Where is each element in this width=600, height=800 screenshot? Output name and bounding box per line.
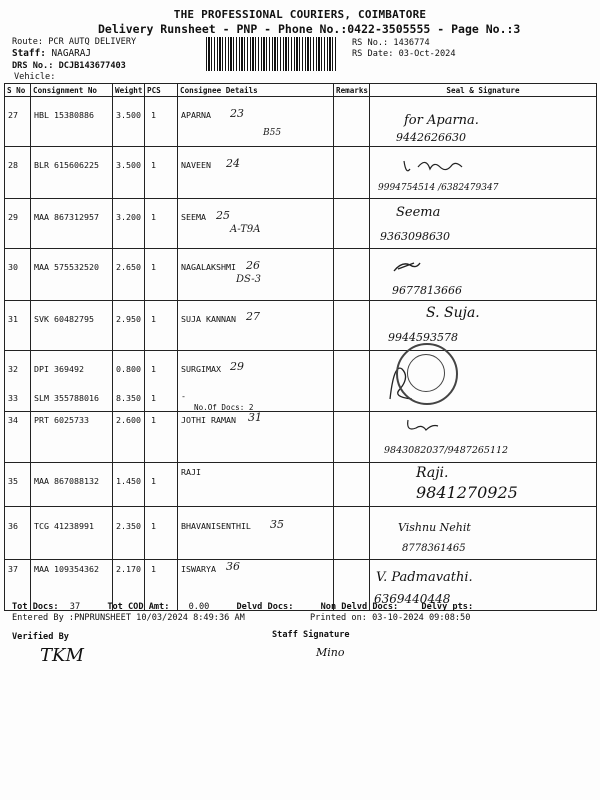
delvd-docs-label: Delvd Docs: — [236, 602, 294, 612]
row-consignee: ISWARYA — [181, 564, 216, 574]
row-weight: 2.600 — [116, 415, 141, 425]
verified-by-label: Verified By — [12, 632, 69, 642]
route-label: Route: — [12, 37, 44, 47]
col-sno: S No — [5, 84, 31, 97]
row-pcs: 1 — [151, 415, 156, 425]
row-consignee: SURGIMAX — [181, 364, 221, 374]
vehicle-label: Vehicle: — [14, 72, 56, 82]
handwritten-number: 26 — [246, 259, 260, 272]
col-remarks: Remarks — [334, 84, 370, 97]
signature: for Aparna. — [404, 113, 479, 128]
rs-date-value: 03-Oct-2024 — [398, 49, 456, 59]
row-sno: 31 — [8, 314, 18, 324]
rs-no-value: 1436774 — [393, 38, 430, 48]
row-consignee: NAVEEN — [181, 160, 211, 170]
row-consignment: DPI 369492 — [34, 364, 84, 374]
rs-no-label: RS No.: — [352, 38, 389, 48]
entered-by: Entered By :PNPRUNSHEET 10/03/2024 8:49:36 AM — [12, 613, 245, 623]
tot-docs-value: 37 — [69, 602, 81, 612]
signature: S. Suja. — [426, 305, 480, 321]
handwritten-number: 35 — [270, 518, 284, 531]
row-weight: 3.500 — [116, 110, 141, 120]
staff-line — [12, 48, 91, 59]
tot-cod-value: 0.00 — [188, 602, 210, 612]
handwritten-number: 23 — [230, 107, 244, 120]
row-weight: 3.500 — [116, 160, 141, 170]
company-title: THE PROFESSIONAL COURIERS, COIMBATORE — [173, 8, 427, 21]
row-consignee: RAJI — [181, 467, 201, 477]
row-sno: 34 — [8, 415, 18, 425]
printed-on: Printed on: 03-10-2024 09:08:50 — [310, 613, 471, 623]
docs-count: No.Of Docs: 2 — [194, 402, 254, 412]
signature: Seema — [396, 205, 441, 220]
handwritten-number: 29 — [230, 360, 244, 373]
handwritten-number: 36 — [226, 560, 240, 573]
signature-phone: 9677813666 — [392, 284, 462, 297]
drs-line — [12, 61, 126, 71]
row-sno: 35 — [8, 476, 18, 486]
handwritten-number: 24 — [226, 157, 240, 170]
row-pcs: 1 — [151, 392, 156, 403]
totals-line — [12, 602, 473, 612]
row-pcs: 1 — [151, 476, 156, 486]
row-pcs: 1 — [151, 521, 156, 531]
row-consignment: MAA 867088132 — [34, 476, 99, 486]
col-consignee: Consignee Details — [178, 84, 334, 97]
row-sno: 37 — [8, 564, 18, 574]
row-consignee: NAGALAKSHMI — [181, 262, 236, 272]
row-weight: 1.450 — [116, 476, 141, 486]
row-consignee: BHAVANISENTHIL — [181, 521, 251, 531]
row-weight: 2.170 — [116, 564, 141, 574]
row-consignment: TCG 41238991 — [34, 521, 94, 531]
row-weight: 3.200 — [116, 212, 141, 222]
rs-date-label: RS Date: — [352, 49, 394, 59]
runsheet-table — [4, 83, 597, 611]
handwritten-note: DS-3 — [236, 274, 261, 285]
table-row — [5, 249, 597, 301]
row-consignee: JOTHI RAMAN — [181, 415, 236, 425]
staff-signature-mark: Mino — [316, 646, 345, 659]
signature-phone: 9841270925 — [416, 483, 518, 502]
barcode — [206, 37, 336, 71]
row-pcs: 1 — [151, 314, 156, 324]
handwritten-number: 25 — [216, 209, 230, 222]
row-weight: 0.800 — [116, 364, 141, 374]
row-pcs: 1 — [151, 564, 156, 574]
handwritten-number: 27 — [246, 310, 260, 323]
row-sno: 29 — [8, 212, 18, 222]
staff-label: Staff: — [12, 48, 46, 59]
staff-signature-label: Staff Signature — [272, 630, 350, 640]
table-header-row — [5, 84, 597, 97]
drs-label: DRS No.: — [12, 61, 54, 71]
row-weight: 8.350 — [116, 392, 141, 403]
signature-phone: 9442626630 — [396, 131, 466, 144]
rs-date-line — [352, 49, 456, 59]
signature-phone: 9994754514 /6382479347 — [378, 183, 499, 193]
row-consignee: APARNA — [181, 110, 211, 120]
signature-phone: 6369440448 — [374, 592, 451, 606]
table-row — [5, 351, 597, 383]
row-sno: 30 — [8, 262, 18, 272]
row-pcs: 1 — [151, 212, 156, 222]
row-pcs: 1 — [151, 262, 156, 272]
row-consignment: HBL 15380886 — [34, 110, 94, 120]
runsheet-subtitle: Delivery Runsheet - PNP - Phone No.:0422-3505555 - Page No.:3 — [98, 22, 521, 36]
non-delvd-label: Non Delvd Docs: — [320, 602, 399, 612]
signature-scribble — [404, 416, 444, 434]
col-weight: Weight — [113, 84, 145, 97]
signature-phone: 9363098630 — [380, 230, 450, 243]
handwritten-note: A-T9A — [230, 224, 261, 235]
rs-no-line — [352, 38, 430, 48]
row-sno: 33 — [8, 392, 18, 403]
col-seal: Seal & Signature — [370, 84, 597, 97]
delvy-pts-label: Delvy pts: — [421, 602, 474, 612]
table-row — [5, 199, 597, 249]
table-row — [5, 412, 597, 463]
row-pcs: 1 — [151, 160, 156, 170]
row-weight: 2.950 — [116, 314, 141, 324]
table-row — [5, 463, 597, 507]
signature-phone: 8778361465 — [402, 543, 466, 554]
row-weight: 2.350 — [116, 521, 141, 531]
row-consignee: SEEMA — [181, 212, 206, 222]
tot-docs-label: Tot Docs: — [12, 602, 59, 612]
row-consignee: - — [181, 390, 186, 401]
verified-signature: TKM — [40, 645, 84, 666]
table-row — [5, 301, 597, 351]
route-line — [12, 37, 136, 47]
staff-value: NAGARAJ — [51, 48, 92, 59]
table-row — [5, 507, 597, 560]
tot-cod-label: Tot COD Amt: — [107, 602, 170, 612]
row-consignment: SVK 60482795 — [34, 314, 94, 324]
signature-scribble — [392, 259, 422, 275]
company-stamp — [396, 343, 458, 405]
signature-scribble — [400, 155, 470, 177]
table-row — [5, 147, 597, 199]
drs-value: DCJB143677403 — [58, 61, 126, 71]
row-consignment: PRT 6025733 — [34, 415, 89, 425]
table-row — [5, 97, 597, 147]
row-sno: 32 — [8, 364, 18, 374]
route-value: PCR AUTQ DELIVERY — [48, 37, 137, 47]
row-consignment: MAA 867312957 — [34, 212, 99, 222]
signature: Vishnu Nehit — [398, 521, 471, 534]
signature: V. Padmavathi. — [376, 570, 473, 585]
row-sno: 27 — [8, 110, 18, 120]
row-consignment: BLR 615606225 — [34, 160, 99, 170]
row-pcs: 1 — [151, 110, 156, 120]
signature-phone: 9843082037/9487265112 — [384, 445, 509, 456]
handwritten-note: B55 — [263, 128, 282, 138]
handwritten-number: 31 — [248, 411, 262, 424]
row-consignment: MAA 575532520 — [34, 262, 99, 272]
row-sno: 36 — [8, 521, 18, 531]
signature-phone: 9944593578 — [388, 331, 458, 344]
row-consignee: SUJA KANNAN — [181, 314, 236, 324]
col-pcs: PCS — [145, 84, 178, 97]
row-consignment: SLM 355788016 — [34, 392, 99, 403]
row-consignment: MAA 109354362 — [34, 564, 99, 574]
row-pcs: 1 — [151, 364, 156, 374]
col-consignment: Consignment No — [31, 84, 113, 97]
signature: Raji. — [416, 465, 449, 481]
row-weight: 2.650 — [116, 262, 141, 272]
row-sno: 28 — [8, 160, 18, 170]
